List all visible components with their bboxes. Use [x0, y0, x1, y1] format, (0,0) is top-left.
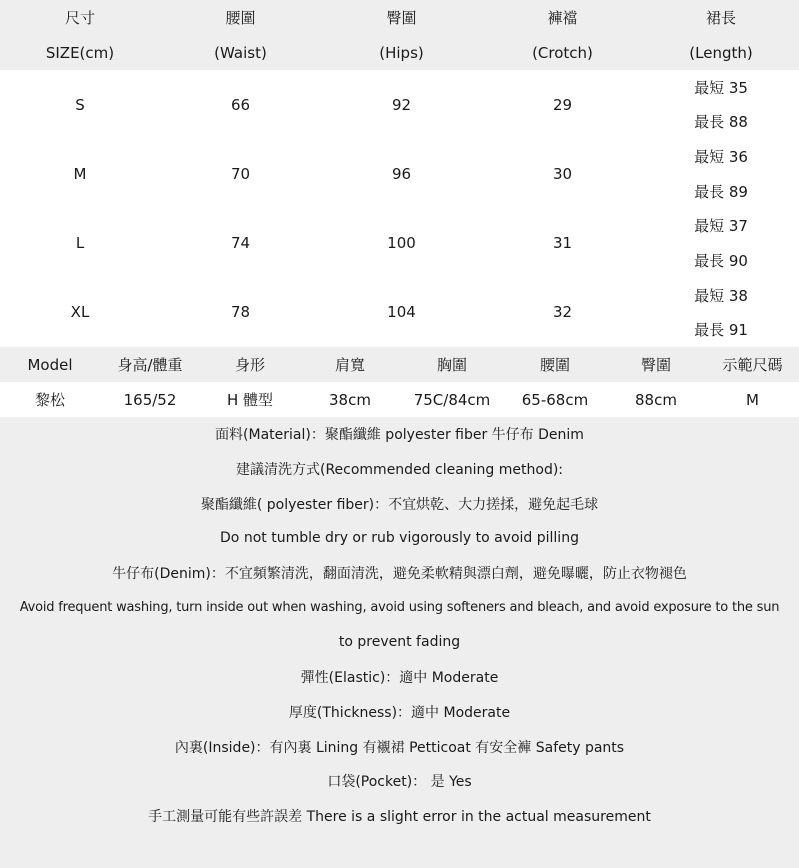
shoulder-header: 肩寬 — [334, 356, 365, 374]
hips-value: 96 — [391, 164, 412, 183]
hips-header: 臀圍 — [640, 356, 671, 374]
sample-size-header: 示範尺碼 — [722, 356, 783, 374]
denim-care-en-line2: to prevent fading — [338, 634, 461, 651]
header-waist-en: (Waist) — [214, 43, 267, 62]
sample-size-value: M — [746, 390, 759, 409]
length-long: 最長 89 — [694, 182, 748, 201]
body-shape-value: H 體型 — [226, 391, 274, 409]
size-row-m — [0, 139, 799, 208]
model-table — [0, 347, 799, 417]
header-length-zh: 裙長 — [705, 9, 736, 27]
length-short: 最短 37 — [694, 217, 748, 236]
size-label: M — [73, 164, 87, 183]
height-weight-header: 身高/體重 — [117, 356, 183, 374]
polyester-care-zh: 聚酯纖維( polyester fiber)：不宜烘乾、大力搓揉，避免起毛球 — [200, 496, 599, 513]
measurement-error-note: 手工測量可能有些許誤差 There is a slight error in the actual measurement — [148, 808, 651, 825]
waist-header: 腰圍 — [539, 356, 570, 374]
size-header-en-row — [0, 35, 799, 70]
length-long: 最長 88 — [694, 113, 748, 132]
model-value-row — [0, 382, 799, 417]
length-values — [643, 209, 799, 278]
crotch-value: 32 — [552, 303, 573, 322]
length-short: 最短 35 — [694, 78, 748, 97]
header-size-zh: 尺寸 — [64, 9, 95, 27]
height-weight-value: 165/52 — [123, 390, 177, 409]
thickness-note: 厚度(Thickness)：適中 Moderate — [288, 704, 511, 721]
material-note: 面料(Material)：聚酯纖維 polyester fiber 牛仔布 Denim — [215, 427, 584, 444]
size-row-l — [0, 209, 799, 278]
waist-value: 78 — [230, 303, 251, 322]
notes-bottom-spacer — [0, 833, 799, 868]
waist-value: 70 — [230, 164, 251, 183]
body-shape-header: 身形 — [234, 356, 265, 374]
size-label: L — [75, 234, 85, 253]
length-short: 最短 36 — [694, 148, 748, 167]
length-long: 最長 90 — [694, 251, 748, 270]
header-size-en: SIZE(cm) — [45, 43, 115, 62]
product-notes — [0, 417, 799, 868]
size-label: XL — [70, 303, 90, 322]
header-hips-en: (Hips) — [379, 43, 424, 62]
size-chart-header — [0, 0, 799, 70]
denim-care-zh: 牛仔布(Denim)：不宜頻繁清洗，翻面清洗，避免柔軟精與漂白劑，避免曝曬，防止衣物褪色 — [112, 566, 687, 583]
inside-note: 內裏(Inside)：有內裏 Lining 有襯裙 Petticoat 有安全褲 Safety pants — [174, 739, 625, 756]
crotch-value: 29 — [552, 95, 573, 114]
length-values — [643, 139, 799, 208]
size-row-s — [0, 70, 799, 139]
header-hips-zh: 臀圍 — [386, 9, 417, 27]
waist-value: 74 — [230, 234, 251, 253]
size-row-xl — [0, 278, 799, 347]
crotch-value: 30 — [552, 164, 573, 183]
hips-value: 92 — [391, 95, 412, 114]
model-header-row — [0, 347, 799, 382]
model-name: 黎松 — [34, 391, 65, 409]
length-values — [643, 70, 799, 139]
header-waist-zh: 腰圍 — [225, 9, 256, 27]
crotch-value: 31 — [552, 234, 573, 253]
length-values — [643, 278, 799, 347]
length-long: 最長 91 — [694, 321, 748, 340]
hips-value: 88cm — [635, 390, 677, 409]
elastic-note: 彈性(Elastic)：適中 Moderate — [300, 670, 499, 687]
shoulder-value: 38cm — [329, 390, 371, 409]
waist-value: 65-68cm — [521, 390, 589, 409]
header-crotch-zh: 褲襠 — [547, 9, 578, 27]
chest-header: 胸圍 — [436, 356, 467, 374]
header-crotch-en: (Crotch) — [532, 43, 593, 62]
size-chart-body — [0, 70, 799, 347]
denim-care-en-line1: Avoid frequent washing, turn inside out when washing, avoid using softeners and bleach, and avoid exposure to the sun — [19, 600, 780, 616]
model-header: Model — [27, 355, 73, 374]
hips-value: 104 — [387, 303, 416, 322]
size-label: S — [75, 95, 85, 114]
hips-value: 100 — [387, 234, 416, 253]
cleaning-title: 建議清洗方式(Recommended cleaning method): — [235, 462, 564, 479]
size-header-zh-row — [0, 0, 799, 35]
header-length-en: (Length) — [689, 43, 753, 62]
chest-value: 75C/84cm — [413, 390, 491, 409]
pocket-note: 口袋(Pocket)： 是 Yes — [327, 774, 472, 791]
polyester-care-en: Do not tumble dry or rub vigorously to avoid pilling — [220, 530, 579, 547]
length-short: 最短 38 — [694, 286, 748, 305]
waist-value: 66 — [230, 95, 251, 114]
